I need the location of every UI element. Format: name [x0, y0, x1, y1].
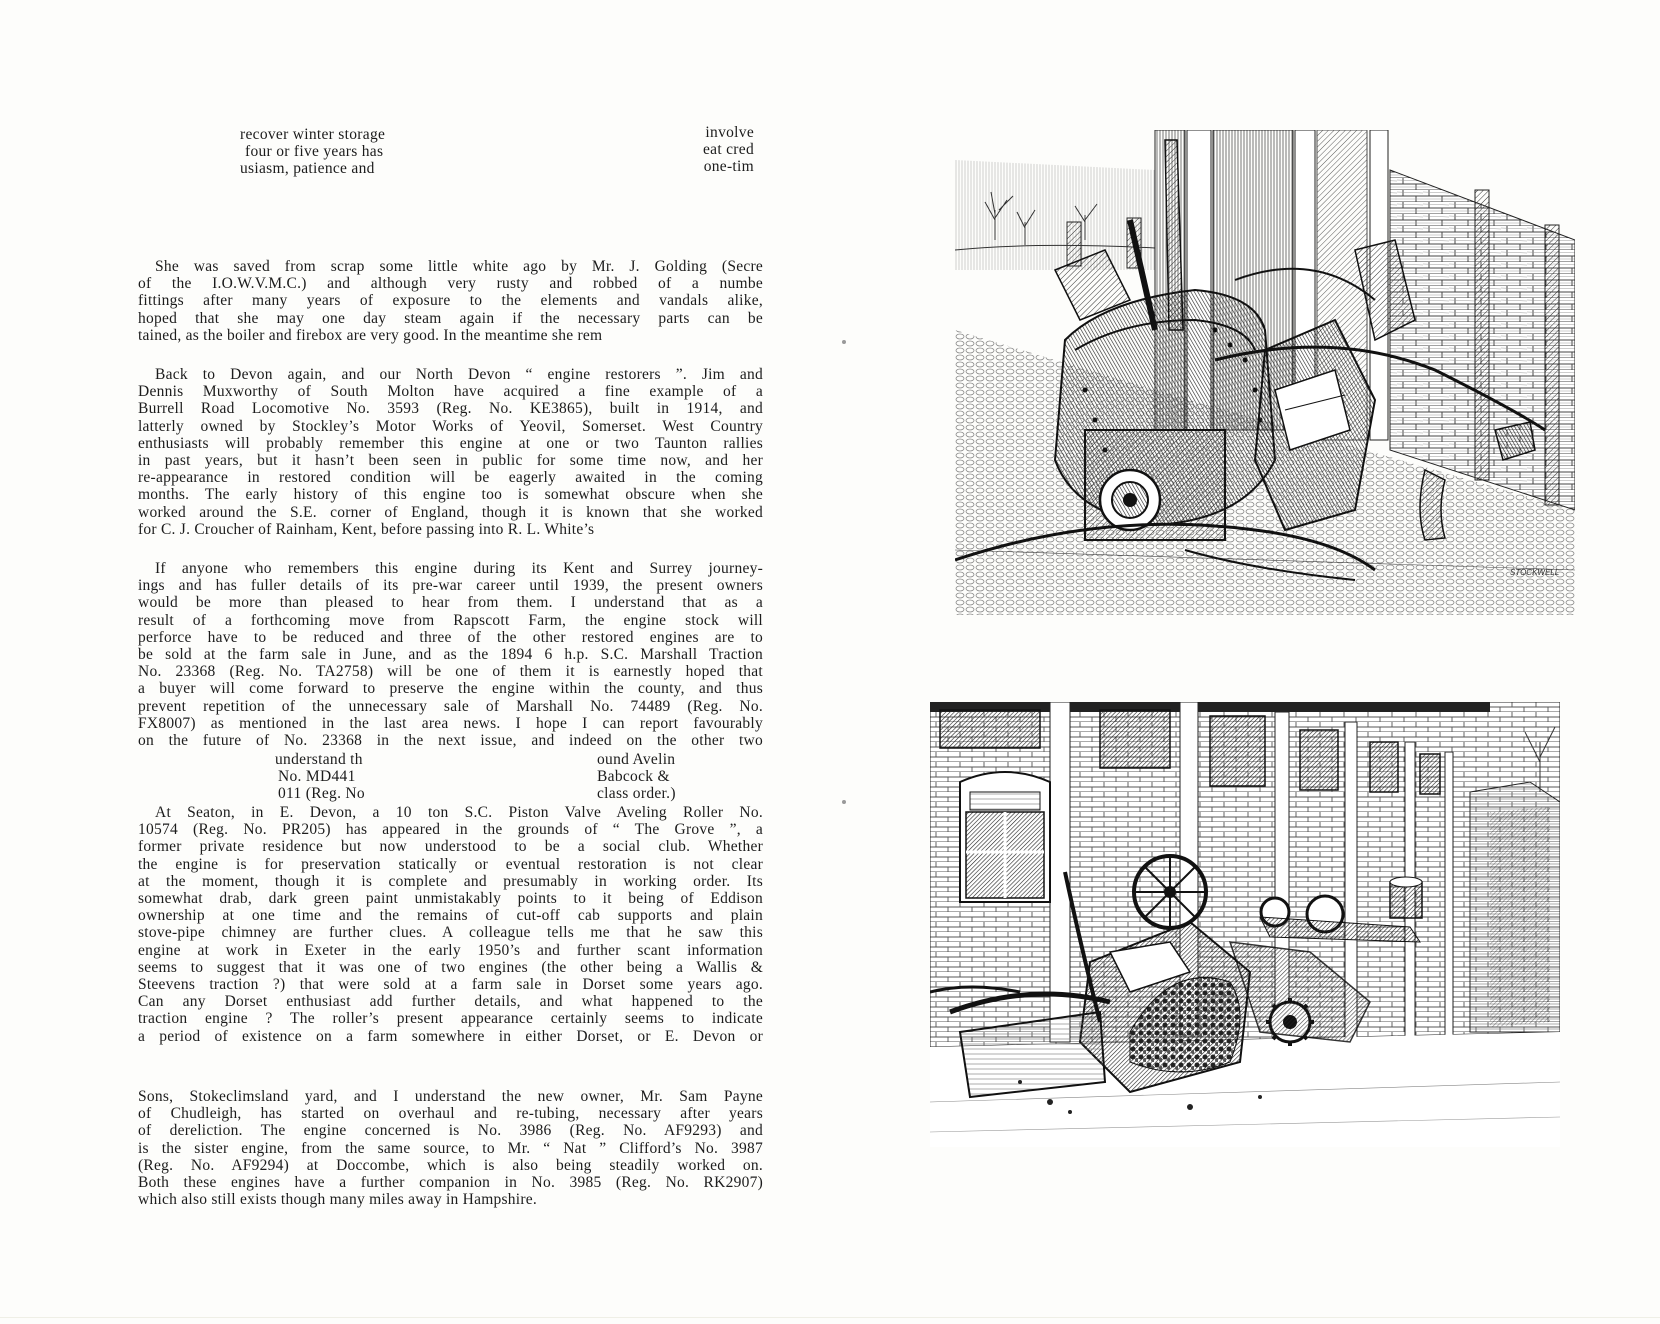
- text-line: a buyer will come forward to preserve the engine within the county, and thus: [138, 680, 763, 698]
- text-line: latterly owned by Stockley’s Motor Works of Yeovil, Somerset. West Country: [138, 417, 763, 435]
- fragment-line: four or five years has: [245, 143, 384, 160]
- fragment-line: Babcock &: [597, 768, 670, 785]
- text-line: perforce have to be reduced and three of the other restored engines are to: [138, 628, 763, 646]
- text-line: the engine is for preservation statically or eventual restoration is not clear: [138, 855, 763, 873]
- fragment-line: 011 (Reg. No: [278, 785, 365, 802]
- text-line: Both these engines have a further companion in No. 3985 (Reg. No. RK2907): [138, 1174, 763, 1192]
- fragment-mid-left: [275, 751, 365, 802]
- text-line: No. 23368 (Reg. No. TA2758) will be one of them it is earnestly hoped that: [138, 663, 763, 681]
- text-line: Sons, Stokeclimsland yard, and I understand the new owner, Mr. Sam Payne: [138, 1088, 763, 1105]
- paragraph-back-to-devon: [138, 366, 763, 538]
- paragraph-if-anyone-remembers: [138, 560, 763, 749]
- text-line: seems to suggest that it was one of two engines (the other being a Wallis &: [138, 958, 763, 976]
- text-line: Steevens traction ?) that were sold at a farm sale in Dorset some years ago.: [138, 976, 763, 994]
- text-line: re-appearance in restored condition will be eagerly awaited in the coming: [138, 469, 763, 487]
- text-line: is the sister engine, from the same source, to Mr. “ Nat ” Clifford’s No. 3987: [138, 1139, 763, 1157]
- text-line: result of a forthcoming move from Rapscott Farm, the engine stock will: [138, 611, 763, 629]
- fragment-line: understand th: [275, 751, 363, 768]
- text-line: If anyone who remembers this engine during its Kent and Surrey journey-: [155, 560, 763, 577]
- fragment-line: eat cred: [702, 141, 754, 158]
- illustration-derelict-boiler: [955, 130, 1575, 615]
- text-line: tained, as the boiler and firebox are very good. In the meantime she rem: [138, 326, 603, 344]
- engraving-signature: STOCKWELL: [1510, 568, 1560, 577]
- paragraph-at-seaton: [138, 804, 763, 1045]
- text-line: on the future of No. 23368 in the next issue, and indeed on the other two: [138, 732, 763, 750]
- paper-speck: [842, 340, 846, 344]
- fragment-top-right: [640, 124, 754, 175]
- fragment-line: usiasm, patience and: [240, 160, 375, 177]
- text-line: traction engine ? The roller’s present appearance certainly seems to indicate: [138, 1010, 763, 1028]
- text-line: of Chudleigh, has started on overhaul and re-tubing, necessary after years: [138, 1105, 763, 1123]
- text-line: stove-pipe chimney are further clues. A colleague tells me that he saw this: [138, 924, 763, 942]
- paragraph-stokeclimsland: [138, 1088, 763, 1208]
- text-line: in past years, but it hasn’t been seen in public for some time now, and her: [138, 452, 763, 470]
- fragment-mid-right: [597, 751, 676, 802]
- text-line: former private residence but now understood to be a social club. Whether: [138, 838, 763, 856]
- text-line: Back to Devon again, and our North Devon “ engine restorers ”. Jim and: [155, 366, 763, 383]
- fragment-line: No. MD441: [278, 768, 356, 785]
- text-line: for C. J. Croucher of Rainham, Kent, before passing into R. L. White’s: [138, 520, 595, 538]
- text-line: months. The early history of this engine too is somewhat obscure when she: [138, 486, 763, 504]
- text-line: somewhat drab, dark green paint unmistakably points to it being of Eddison: [138, 890, 763, 908]
- text-line: Dennis Muxworthy of South Molton have acquired a fine example of a: [138, 383, 763, 401]
- fragment-line: one-tim: [703, 158, 754, 175]
- text-line: fittings after many years of exposure to the elements and vandals alike,: [138, 292, 763, 310]
- text-line: a period of existence on a farm somewhere in either Dorset, or E. Devon or: [138, 1027, 763, 1045]
- text-line: prevent repetition of the unnecessary sale of Marshall No. 74489 (Reg. No.: [138, 697, 763, 715]
- text-line: At Seaton, in E. Devon, a 10 ton S.C. Piston Valve Aveling Roller No.: [155, 804, 763, 821]
- text-line: (Reg. No. AF9294) at Doccombe, which is also being steadily worked on.: [138, 1156, 763, 1174]
- text-line: enthusiasts will probably remember this engine at one or two Taunton rallies: [138, 434, 763, 452]
- page-bottom-edge: [0, 1317, 1660, 1318]
- fragment-line: ound Avelin: [597, 751, 676, 768]
- text-line: ownership at one time and the remains of cut-off cab supports and plain: [138, 907, 763, 925]
- text-line: of dereliction. The engine concerned is No. 3986 (Reg. No. AF9293) and: [138, 1122, 763, 1140]
- text-line: worked around the S.E. corner of England, though it is known that she worked: [138, 503, 763, 521]
- text-line: would be more than pleased to hear from them. I understand that as a: [138, 594, 763, 612]
- text-line: at the moment, though it is complete and presumably in working order. Its: [138, 872, 763, 890]
- text-line: which also still exists though many miles away in Hampshire.: [138, 1191, 538, 1209]
- paper-speck: [842, 800, 846, 804]
- fragment-line: class order.): [597, 785, 676, 802]
- text-line: engine at work in Exeter in the early 1950’s and further scant information: [138, 941, 763, 959]
- fragment-line: involve: [705, 124, 754, 141]
- engraving-yard: [930, 702, 1560, 1147]
- text-line: ings and has fuller details of its pre-war career until 1939, the present owners: [138, 577, 763, 595]
- text-line: She was saved from scrap some little white ago by Mr. J. Golding (Secre: [155, 258, 763, 275]
- text-line: of the I.O.W.V.M.C.) and although very rusty and robbed of a numbe: [138, 275, 763, 293]
- fragment-top-left: [240, 126, 385, 177]
- paragraph-saved-from-scrap: [138, 258, 763, 344]
- text-line: hoped that she may one day steam again if the necessary parts can be: [138, 309, 763, 327]
- text-line: Burrell Road Locomotive No. 3593 (Reg. No. KE3865), built in 1914, and: [138, 400, 763, 418]
- text-line: FX8007) as mentioned in the last area news. I hope I can report favourably: [138, 714, 763, 732]
- text-line: 10574 (Reg. No. PR205) has appeared in the grounds of “ The Grove ”, a: [138, 821, 763, 839]
- fragment-line: recover winter storage: [240, 126, 386, 143]
- illustration-scrapped-engine-yard: [930, 702, 1560, 1147]
- text-line: Can any Dorset enthusiast add further details, and what happened to the: [138, 993, 763, 1011]
- text-line: be sold at the farm sale in June, and as the 1894 6 h.p. S.C. Marshall Traction: [138, 646, 763, 664]
- engraving-boiler: [955, 130, 1575, 615]
